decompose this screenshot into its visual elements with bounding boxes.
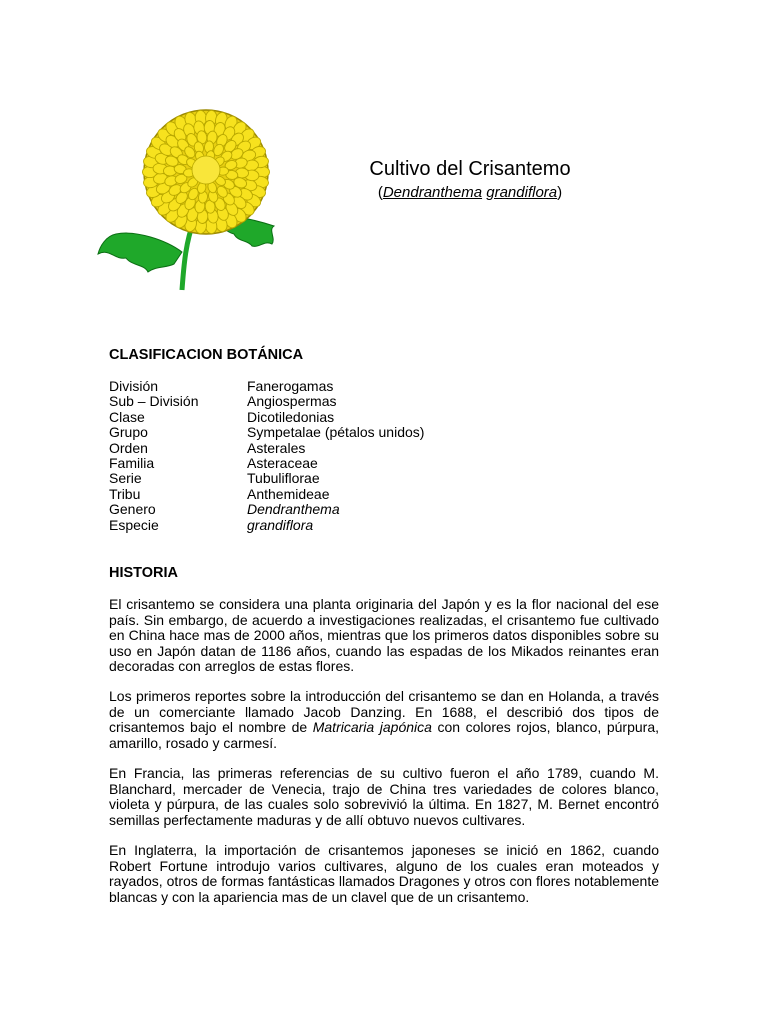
rank-value: Dicotiledonias xyxy=(247,408,335,425)
rank-label: Familia xyxy=(109,454,155,471)
species-italic: Matricaria japónica xyxy=(312,719,432,735)
classification-row xyxy=(109,441,424,456)
rank-value: Asterales xyxy=(247,439,306,456)
rank-value: Tubuliflorae xyxy=(247,470,320,487)
classification-row xyxy=(109,502,424,517)
document-subtitle xyxy=(300,183,640,203)
paragraph-text: Los primeros reportes sobre la introducción del crisantemo se dan en Holanda, a través de un comerciante llamado Jacob Danzing. En 1688, el describió dos tipos de crisantemos bajo el nombre de xyxy=(109,688,659,735)
document-title: Cultivo del Crisantemo xyxy=(369,158,571,180)
rank-value: Sympetalae (pétalos unidos) xyxy=(247,424,425,441)
history-paragraph-1: El crisantemo se considera una planta originaria del Japón y es la flor nacional del ese país. Sin embargo, de acuerdo a investigaciones realizadas, el crisantemo fue cultivado en China hace mas de 2000 años, mientras que los primeros datos disponibles sobre su uso en Japón datan de 1186 años, cuando las espadas de los Mikados reinantes eran decoradas con arreglos de estas flores. xyxy=(109,596,659,674)
paragraph-text: con colores rojos, blanco, púrpura, amarillo, rosado y carmesí. xyxy=(109,719,659,751)
rank-value: Anthemideae xyxy=(247,485,330,502)
rank-label: Tribu xyxy=(109,485,141,502)
rank-value: Asteraceae xyxy=(247,454,318,471)
rank-label: Grupo xyxy=(109,424,148,441)
classification-heading: CLASIFICACION BOTÁNICA xyxy=(109,347,304,363)
flower-head xyxy=(143,110,270,234)
classification-row xyxy=(109,487,424,502)
rank-label: División xyxy=(109,378,159,394)
rank-label: Especie xyxy=(109,516,159,533)
rank-label: Sub – División xyxy=(109,393,199,410)
history-paragraph-4: En Inglaterra, la importación de crisantemos japoneses se inició en 1862, cuando Robert Fortune introdujo varios cultivares, alguno de los cuales eran moteados y rayados, otros de formas fantásticas llamados Dragones y otros con flores notablemente blancas y con la apariencia mas de un clavel que de un crisantemo. xyxy=(109,842,659,905)
classification-row xyxy=(109,456,424,471)
classification-row xyxy=(109,394,424,409)
classification-row xyxy=(109,410,424,425)
paren-close: ) xyxy=(557,184,563,201)
rank-label: Genero xyxy=(109,501,156,518)
species-name: grandiflora xyxy=(486,184,558,201)
paren-open: ( xyxy=(377,184,383,201)
chrysanthemum-illustration xyxy=(96,102,281,294)
title-block xyxy=(300,156,640,203)
rank-value: Angiospermas xyxy=(247,393,337,410)
rank-label: Serie xyxy=(109,470,142,487)
rank-label: Orden xyxy=(109,439,148,456)
classification-row xyxy=(109,425,424,440)
classification-row xyxy=(109,379,424,394)
classification-row xyxy=(109,471,424,486)
rank-value: Dendranthema xyxy=(247,501,340,518)
rank-value: grandiflora xyxy=(247,516,314,533)
rank-value: Fanerogamas xyxy=(247,378,334,394)
classification-table xyxy=(109,379,424,533)
rank-label: Clase xyxy=(109,408,145,425)
history-heading: HISTORIA xyxy=(109,565,179,581)
classification-row xyxy=(109,518,424,533)
history-paragraph-2 xyxy=(109,689,659,751)
history-paragraph-3: En Francia, las primeras referencias de su cultivo fueron el año 1789, cuando M. Blanchard, mercader de Venecia, trajo de China tres variedades de colores blanco, violeta y púrpura, de las cuales solo sobrevivió la última. En 1827, M. Bernet encontró semillas perfectamente maduras y de allí obtuvo nuevos cultivares. xyxy=(109,765,659,828)
genus-name: Dendranthema xyxy=(382,184,483,201)
